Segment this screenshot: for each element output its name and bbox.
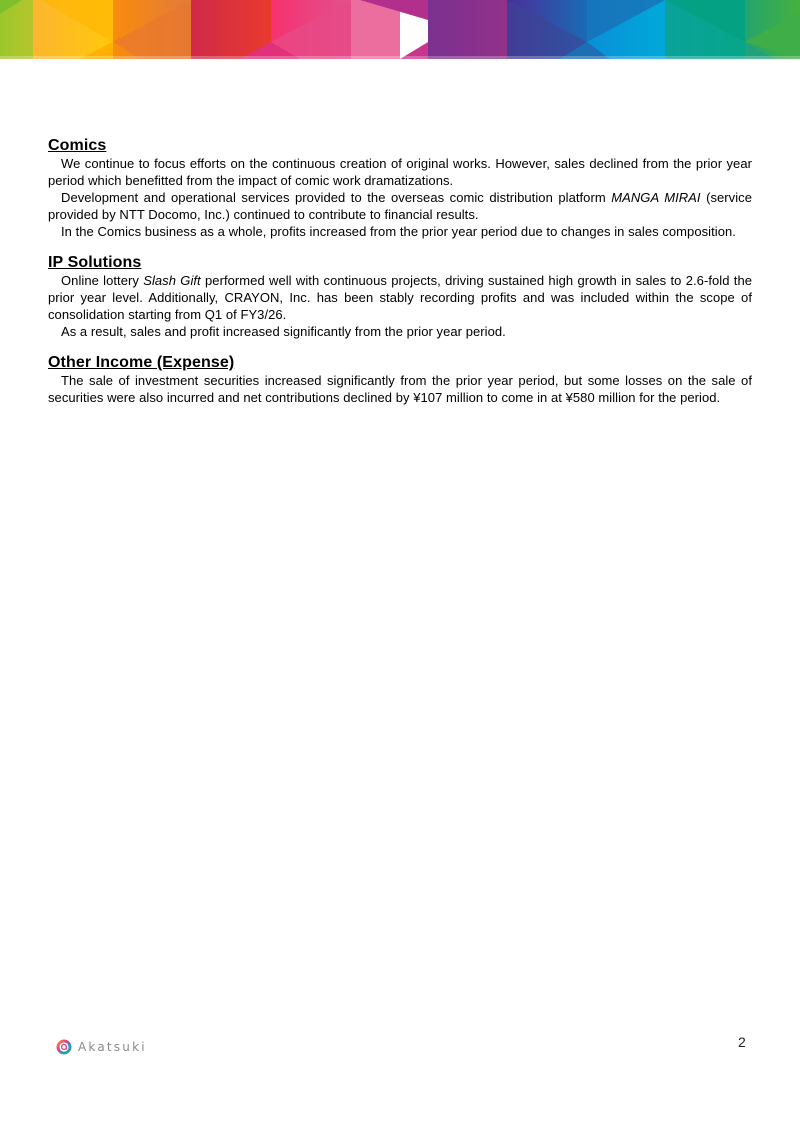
text-run: Development and operational services provided to the overseas comic distribution platform	[61, 190, 612, 205]
paragraph	[48, 272, 752, 323]
document-body	[48, 137, 752, 420]
paragraph	[48, 323, 752, 340]
text-run: The sale of investment securities increased significantly from the prior year period, but some losses on the sale of securities were also incurred and net contributions declined by ¥107 million to come in at ¥580 million for the period.	[48, 373, 752, 405]
header-banner	[0, 0, 800, 59]
text-run: performed well with continuous projects, driving sustained high growth in sales to 2.6-fold the prior year level. Additionally, CRAYON, Inc. has been stably recording profits and was included within the scope of consolidation starting from Q1 of FY3/26.	[48, 273, 753, 322]
paragraph	[48, 372, 752, 406]
akatsuki-logo-icon	[56, 1039, 72, 1055]
italic-product-name: Slash Gift	[143, 273, 201, 288]
text-run: We continue to focus efforts on the continuous creation of original works. However, sales declined from the prior year period which benefitted from the impact of comic work dramatizations.	[48, 156, 752, 188]
section-comics	[48, 137, 752, 240]
text-run: In the Comics business as a whole, profits increased from the prior year period due to changes in sales composition.	[61, 224, 736, 239]
paragraph	[48, 189, 752, 223]
text-run: As a result, sales and profit increased significantly from the prior year period.	[61, 324, 506, 339]
section-heading: Comics	[48, 137, 107, 154]
paragraph	[48, 223, 752, 240]
company-logo	[56, 1039, 147, 1055]
paragraph	[48, 155, 752, 189]
section-other-income	[48, 354, 752, 406]
section-heading: IP Solutions	[48, 254, 142, 271]
italic-product-name: MANGA MIRAI	[611, 190, 701, 205]
logo-text: Akatsuki	[78, 1040, 147, 1054]
banner-graphic	[0, 0, 800, 59]
text-run: (service provided by NTT Docomo, Inc.) continued to contribute to financial results.	[48, 190, 753, 222]
section-heading: Other Income (Expense)	[48, 354, 235, 371]
text-run: Online lottery	[61, 273, 144, 288]
page-number: 2	[738, 1034, 746, 1050]
section-ip-solutions	[48, 254, 752, 340]
